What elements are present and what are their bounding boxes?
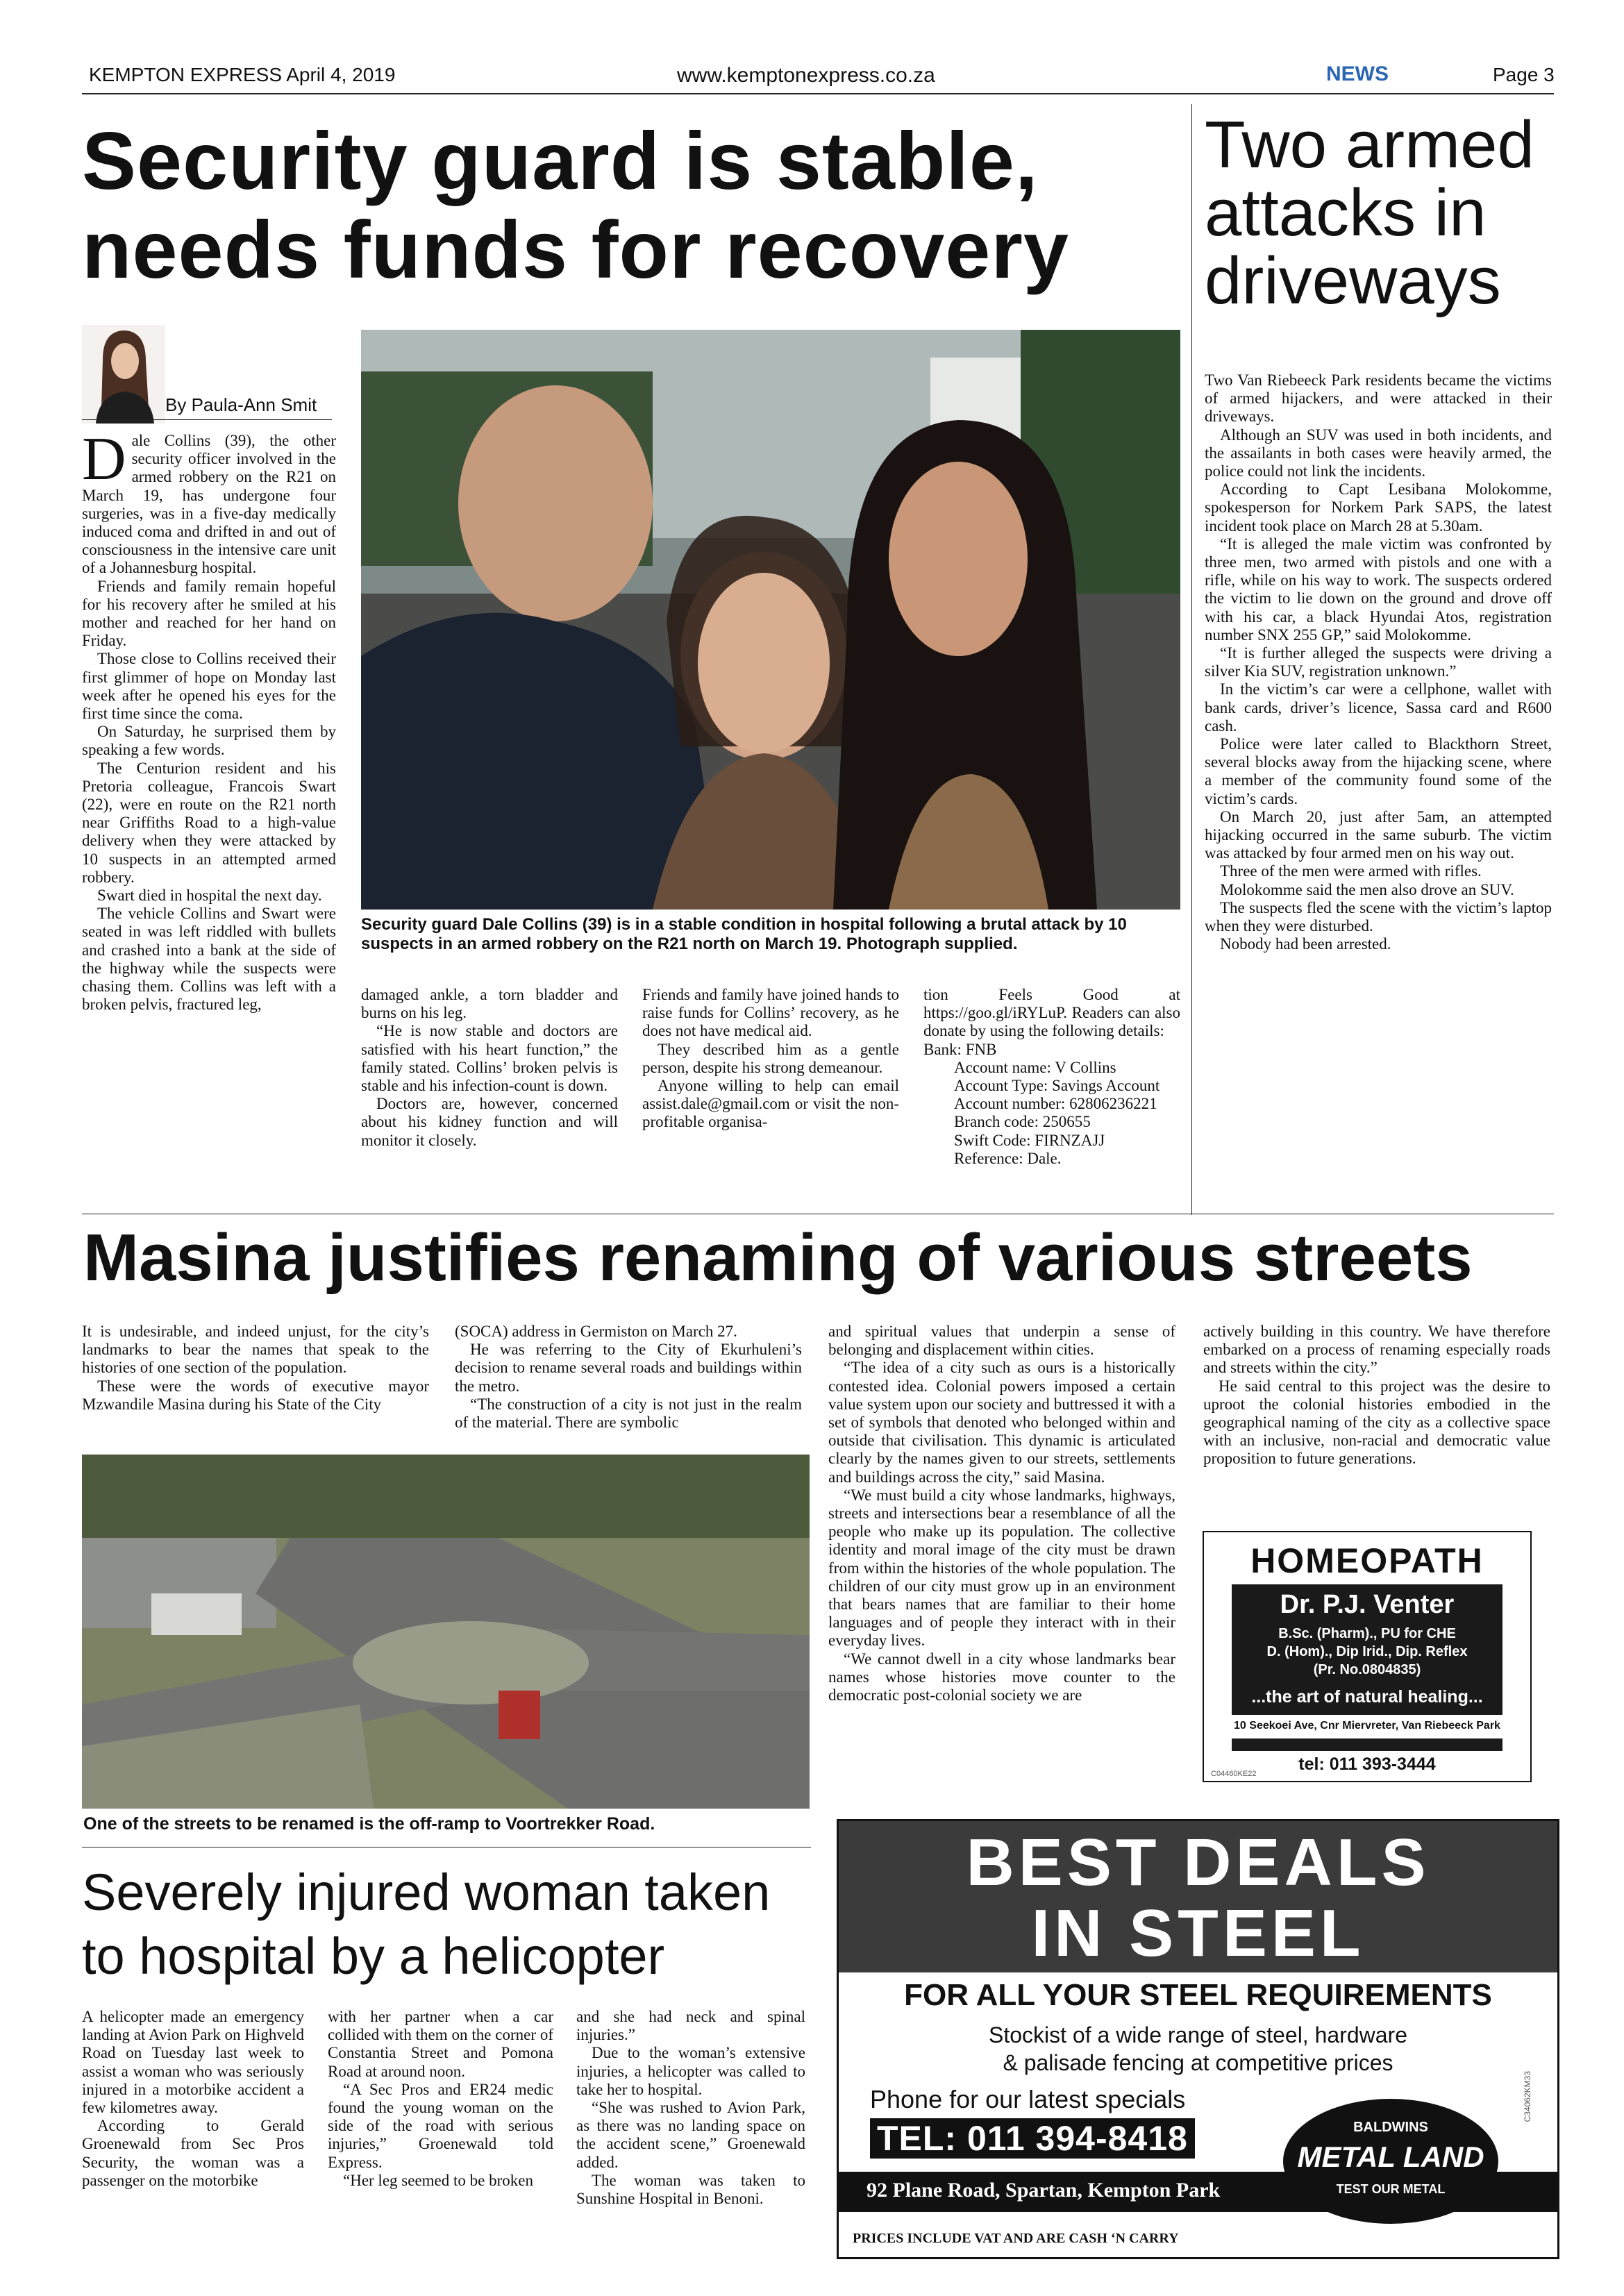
homeopath-qual2: D. (Hom)., Dip Irid., Dip. Reflex <box>1266 1644 1468 1659</box>
steel-code: C34062KM33 <box>1523 2071 1532 2122</box>
article3-photo <box>82 1455 810 1809</box>
homeopath-panel <box>1232 1584 1502 1751</box>
article1-col3: Friends and family have joined hands to raise funds for Collins’ recovery, as he does not have medical aid. They described him as a gentle person, despite his strong demeanour. Anyone willing to help can email assist.dale@gmail.com or visit the non-profitable organisa- <box>642 986 899 1131</box>
steel-line2: & palisade fencing at competitive prices <box>1003 2050 1393 2075</box>
steel-tel[interactable]: TEL: 011 394-8418 <box>870 2118 1195 2159</box>
masthead-left: KEMPTON EXPRESS April 4, 2019 <box>89 64 396 85</box>
article4-headline-line1: Severely injured woman taken <box>82 1863 771 1921</box>
dropcap: D <box>82 426 126 493</box>
column-divider <box>1191 104 1192 1215</box>
article4-headline <box>82 1861 818 1988</box>
article1-col1: Dale Collins (39), the other security officer involved in the armed robbery on the R21 on March 19, has undergone four surgeries, was in a five-day medically induced coma and drifted in and out of consciousness in the intensive care unit of a Johannesburg hospital. Friends and family remain hopeful for his recovery after he smiled at his mother and reached for her hand on Friday. Those close to Collins received their first glimmer of hope on Monday last week after he opened his eyes for the first time since the coma. On Saturday, he surprised them by speaking a few words. The Centurion resident and his Pretoria colleague, Francois Swart (22), were en route on the R21 north near Griffiths Road to a high-value delivery when they were attacked by 10 suspects in an attempted armed robbery. Swart died in hospital the next day. The vehicle Collins and Swart were seated in was left riddled with bullets and crashed into a bank at the side of the highway while the suspects were chasing them. Collins was left with a broken pelvis, fractured leg, <box>82 426 336 1014</box>
logo-bottom-text: TEST OUR METAL <box>1336 2182 1446 2196</box>
article1-col4: tion Feels Good at https://goo.gl/iRYLuP. Readers can also donate by using the following details: Bank: FNB Account name: V Collins Account Type: Savings Account Account number: 62806236221 Branch code: 250655 Swift Code: FIRNZAJJ Reference: Dale. <box>923 986 1180 1167</box>
article3-col1: It is undesirable, and indeed unjust, for the city’s landmarks to bear the names that speak to the histories of one section of the population. These were the words of executive mayor Mzwandile Masina during his State of the City <box>82 1323 429 1413</box>
author-photo <box>82 325 165 424</box>
article2-headline: Two armed attacks in driveways <box>1205 108 1534 318</box>
article1-col2: damaged ankle, a torn bladder and burns on his leg. “He is now stable and doctors are satisfied with his heart function,” the family stated. Collins’ broken pelvis is stable and his infection-count is down. Doctors are, however, concerned about his kidney function and will monitor it closely. <box>361 986 618 1149</box>
homeopath-qual3: (Pr. No.0804835) <box>1313 1662 1421 1677</box>
steel-headline-1: BEST DEALS <box>966 1825 1430 1900</box>
homeopath-name: Dr. P.J. Venter <box>1280 1590 1455 1619</box>
byline: By Paula-Ann Smit <box>165 394 317 415</box>
article4-col1: A helicopter made an emergency landing at Avion Park on Highveld Road on Tuesday last week to assist a woman who was seriously injured in a motorbike accident a few kilometres away. According to Gerald Groenewald from Sec Pros Security, the woman was a passenger on the motorbike <box>82 2008 304 2189</box>
article1-caption: Security guard Dale Collins (39) is in a stable condition in hospital following a brutal attack by 10 suspects in an armed robbery on the R21 north on March 19. Photograph supplied. <box>361 915 1127 953</box>
article4-col2: with her partner when a car collided with them on the corner of Constantia Street and Pomona Road at around noon. “A Sec Pros and ER24 medic found the young woman on the side of the road with serious injuries,” Groenewald told Express. “Her leg seemed to be broken <box>328 2008 553 2189</box>
homeopath-tel[interactable]: tel: 011 393-3444 <box>1298 1754 1436 1774</box>
logo-main-text: METAL LAND <box>1297 2140 1484 2173</box>
homeopath-tagline: ...the art of natural healing... <box>1251 1687 1483 1707</box>
article1-headline <box>82 117 1179 294</box>
article2-body: Two Van Riebeeck Park residents became the victims of armed hijackers, and were attacked in their driveways. Although an SUV was used in both incidents, and the assailants in both cases were heavily armed, the police could not link the incidents. According to Capt Lesibana Molokomme, spokesperson for Norkem Park SAPS, the latest incident took place on March 28 at 5.30am. “It is alleged the male victim was confronted by three men, two armed with pistols and one with a rifle, while on his way to work. The suspects ordered the victim to lie down on the ground and drove off with his car, a black Hyundai Atos, registration number SNX 255 GP,” said Molokomme. “It is further alleged the suspects were driving a silver Kia SUV, registration unknown.” In the victim’s car were a cellphone, wallet with bank cards, driver’s licence, Sassa card and R600 cash. Police were later called to Blackthorn Street, several blocks away from the hijacking scene, where a member of the community found some of the victim’s cards. On March 20, just after 5am, an attempted hijacking occurred in the same suburb. The victim was attacked by four armed men on his way out. Three of the men were armed with rifles. Molokomme said the men also drove an SUV. The suspects fled the scene with the victim’s laptop when they were disturbed. Nobody had been arrested. <box>1205 371 1552 953</box>
article4-col3: and she had neck and spinal injuries.” Due to the woman’s extensive injuries, a helicopter was called to take her to hospital. “She was rushed to Avion Park, as there was no landing space on the accident scene,” Groenewald added. The woman was taken to Sunshine Hospital in Benoni. <box>576 2008 805 2208</box>
homeopath-ad[interactable] <box>1203 1531 1532 1782</box>
homeopath-qual1: B.Sc. (Pharm)., PU for CHE <box>1278 1626 1456 1641</box>
steel-line1: Stockist of a wide range of steel, hardware <box>989 2022 1407 2047</box>
section-label: NEWS <box>1326 62 1389 85</box>
page-number: Page 3 <box>1493 64 1555 85</box>
article3-headline: Masina justifies renaming of various streets <box>83 1221 1473 1295</box>
article3-col2: (SOCA) address in Germiston on March 27. He was referring to the City of Ekurhuleni’s decision to rename several roads and buildings within the metro. “The construction of a city is not just in the realm of the material. There are symbolic <box>455 1323 802 1432</box>
article3-col4: actively building in this country. We have therefore embarked on a process of renaming especially roads and streets within the city.” He said central to this project was the desire to uproot the colonial histories embodied in the geographical naming of the city as a collective space with an inclusive, non-racial and democratic value proposition to future generations. <box>1203 1323 1550 1468</box>
steel-subheading: FOR ALL YOUR STEEL REQUIREMENTS <box>904 1978 1492 2012</box>
homeopath-address: 10 Seekoei Ave, Cnr Miervreter, Van Riebeeck Park <box>1234 1720 1500 1732</box>
steel-address: 92 Plane Road, Spartan, Kempton Park <box>867 2179 1221 2202</box>
byline-rule <box>82 419 332 420</box>
article3-col3: and spiritual values that underpin a sense of belonging and displacement within cities. “The idea of a city such as ours is a historically contested idea. Colonial powers imposed a certain value system upon our society and buttressed it with a set of symbols that denoted who belonged within and outside that civilisation. This dynamic is articulated clearly by the names given to our streets, settlements and buildings across the city,” said Masina. “We must build a city whose landmarks, highways, streets and intersections bear a resemblance of all the people who make up its population. The collective identity and moral image of the city must be drawn from within the histories of the whole population. The children of our city must grow up in an environment that bears names that are familiar to their home languages and of people they interact with in their everyday lives. “We cannot dwell in a city whose landmarks bear names whose histories move counter to the democratic post-colonial society we are <box>828 1323 1175 1704</box>
article1-headline-line2: needs funds for recovery <box>82 204 1069 295</box>
homeopath-title: HOMEOPATH <box>1250 1541 1484 1580</box>
logo-top-text: BALDWINS <box>1353 2120 1428 2135</box>
article1-headline-line1: Security guard is stable, <box>82 115 1039 206</box>
metal-land-logo <box>1283 2099 1498 2224</box>
steel-ad[interactable] <box>837 1819 1559 2259</box>
steel-footer: PRICES INCLUDE VAT AND ARE CASH ‘N CARRY <box>853 2231 1179 2246</box>
article1-photo <box>361 330 1180 910</box>
steel-phone-label: Phone for our latest specials <box>870 2085 1186 2113</box>
article4-headline-line2: to hospital by a helicopter <box>82 1927 665 1985</box>
steel-headline-2: IN STEEL <box>1031 1896 1365 1970</box>
article3-caption: One of the streets to be renamed is the off-ramp to Voortrekker Road. <box>83 1814 655 1834</box>
header-rule <box>82 93 1554 94</box>
homeopath-code: C04460KE22 <box>1211 1770 1257 1778</box>
masthead-url[interactable]: www.kemptonexpress.co.za <box>677 64 935 87</box>
